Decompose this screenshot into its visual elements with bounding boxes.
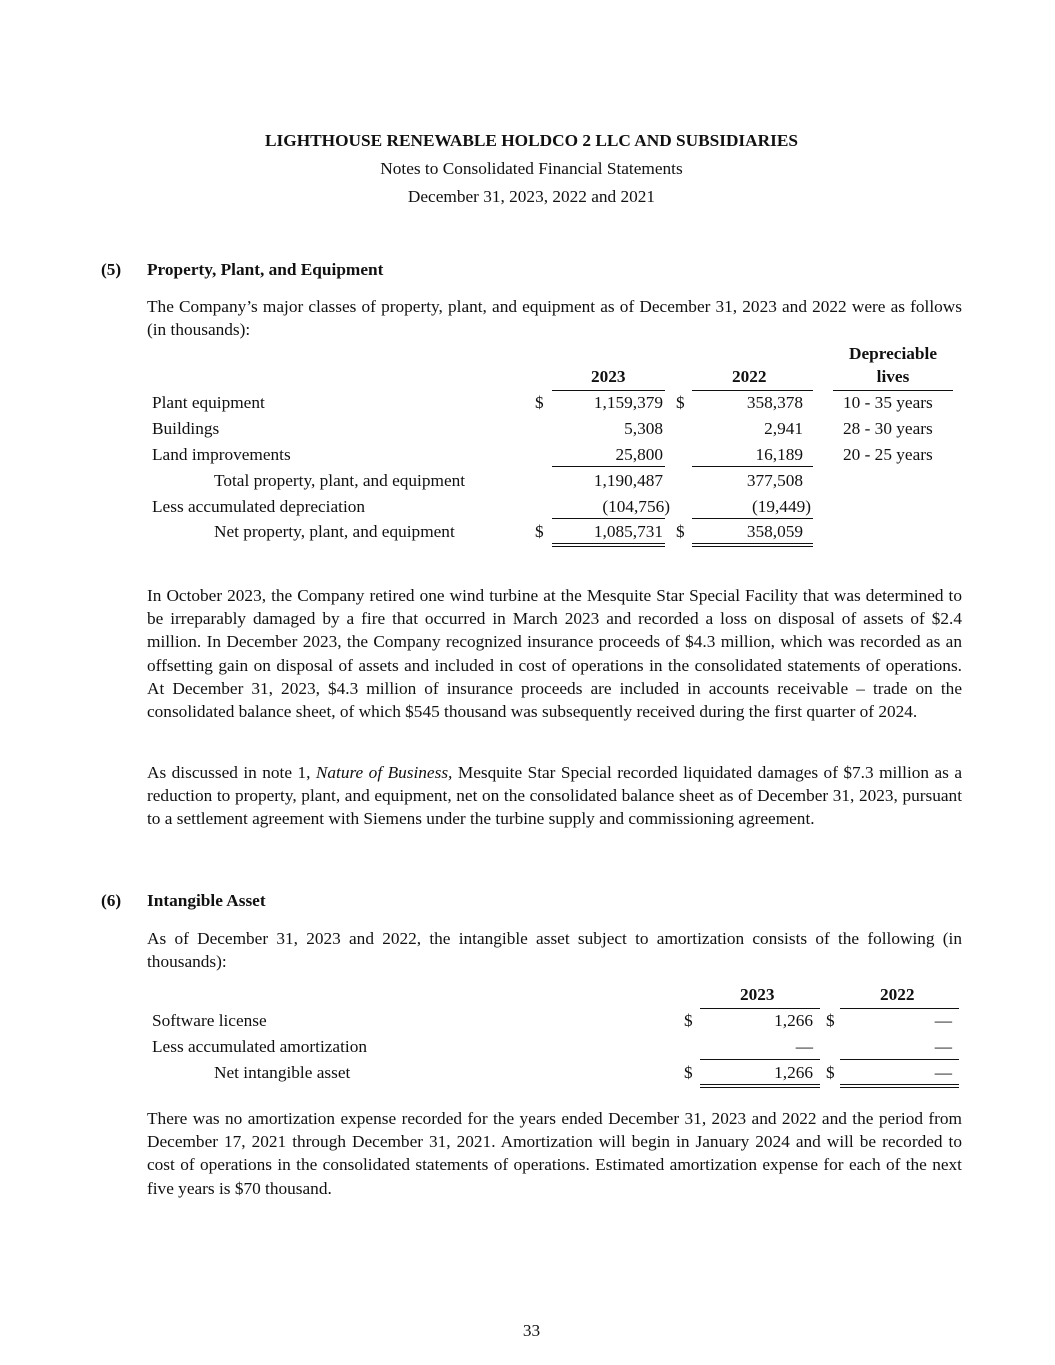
currency-symbol: $	[676, 522, 685, 541]
company-name: LIGHTHOUSE RENEWABLE HOLDCO 2 LLC AND SUBSIDIARIES	[265, 131, 798, 150]
intangible-value-2023: —	[795, 1037, 813, 1056]
currency-symbol: $	[535, 522, 544, 541]
intangible-value-2023: 1,266	[774, 1011, 813, 1030]
para-text: Mesquite Star Special recorded liquidated damages of $7.3 million as a reduction to property, plant, and equipment, net on the consolidated balance sheet as of December 31, 2023, pursuant to a settlement agreement with Siemens under the turbine supply and commissioning agreement.	[147, 763, 962, 829]
ppe-value-2023: 1,159,379	[593, 393, 663, 412]
ppe-row-label: Plant equipment	[152, 393, 265, 412]
total-double-rule	[692, 543, 813, 547]
intangible-value-2023: 1,266	[774, 1063, 813, 1082]
ppe-depreciable-life: 10 - 35 years	[843, 393, 933, 412]
note-6-title: Intangible Asset	[147, 891, 266, 910]
note-reference-italic: Nature of Business,	[315, 763, 453, 782]
document-dates: December 31, 2023, 2022 and 2021	[407, 187, 656, 206]
intangible-row-label: Software license	[152, 1011, 267, 1030]
ppe-row-label: Buildings	[152, 419, 220, 438]
ppe-value-2022: 377,508	[746, 471, 803, 490]
subtotal-rule	[700, 1059, 820, 1060]
rule	[692, 390, 813, 391]
note-5-title: Property, Plant, and Equipment	[147, 260, 384, 279]
subtotal-rule	[552, 518, 665, 519]
intangible-value-2022: —	[934, 1037, 952, 1056]
note-6-paragraph-1: There was no amortization expense recorded for the years ended December 31, 2023 and 2022 and the period from December 17, 2021 through December 31, 2021. Amortization will begin in January 2024 and will be recorded to cost of operations in the consolidated statements of operations. Estimated amortization expense for each of the next five years is $70 thousand.	[147, 1109, 962, 1198]
ppe-depreciable-life: 28 - 30 years	[843, 419, 933, 438]
currency-symbol: $	[826, 1011, 835, 1030]
note-5-paragraph-2	[147, 761, 962, 831]
intangible-value-2022: —	[934, 1063, 952, 1082]
ppe-value-2022: 2,941	[764, 419, 803, 438]
note-5-paragraph-1: In October 2023, the Company retired one wind turbine at the Mesquite Star Special Facility that was determined to be irreparably damaged by a fire that occurred in March 2023 and recorded a loss on disposal of assets of $2.4 million. In December 2023, the Company recognized insurance proceeds of $4.3 million, which was recorded as an offsetting gain on disposal of assets and included in cost of operations in the consolidated statements of operations. At December 31, 2023, $4.3 million of insurance proceeds are included in accounts receivable – trade on the consolidated balance sheet, of which $545 thousand was subsequently received during the first quarter of 2024.	[147, 586, 962, 722]
note-6-number: (6)	[101, 891, 122, 910]
ppe-value-2023: (104,756)	[602, 497, 670, 516]
intangible-header-2023: 2023	[740, 985, 775, 1004]
ppe-value-2022: 358,378	[746, 393, 803, 412]
ppe-value-2023: 1,085,731	[593, 522, 663, 541]
ppe-header-2022: 2022	[732, 367, 767, 386]
ppe-value-2022: 358,059	[746, 522, 803, 541]
ppe-header-lives-2: lives	[876, 367, 910, 386]
currency-symbol: $	[684, 1011, 693, 1030]
subtotal-rule	[840, 1059, 959, 1060]
ppe-row-label: Land improvements	[152, 445, 291, 464]
note-6-intro: As of December 31, 2023 and 2022, the intangible asset subject to amortization consists of the following (in thousands):	[147, 929, 962, 972]
ppe-value-2023: 25,800	[615, 445, 663, 464]
currency-symbol: $	[684, 1063, 693, 1082]
rule	[700, 1008, 820, 1009]
subtotal-rule	[552, 466, 665, 467]
total-double-rule	[700, 1084, 820, 1088]
currency-symbol: $	[535, 393, 544, 412]
currency-symbol: $	[676, 393, 685, 412]
document-subtitle: Notes to Consolidated Financial Statements	[380, 159, 683, 178]
ppe-row-label: Total property, plant, and equipment	[214, 471, 466, 490]
currency-symbol: $	[826, 1063, 835, 1082]
total-double-rule	[840, 1084, 959, 1088]
subtotal-rule	[692, 466, 813, 467]
intangible-value-2022: —	[934, 1011, 952, 1030]
intangible-row-label: Less accumulated amortization	[152, 1037, 367, 1056]
ppe-value-2022: 16,189	[755, 445, 803, 464]
para-text: As discussed in note 1,	[147, 763, 316, 782]
note-5-intro: The Company’s major classes of property, plant, and equipment as of December 31, 2023 and 2022 were as follows (in thousands):	[147, 297, 962, 340]
ppe-value-2023: 1,190,487	[593, 471, 663, 490]
ppe-header-lives-1: Depreciable	[849, 344, 937, 363]
rule	[833, 390, 953, 391]
total-double-rule	[552, 543, 665, 547]
subtotal-rule	[692, 518, 813, 519]
ppe-depreciable-life: 20 - 25 years	[843, 445, 933, 464]
ppe-row-label: Less accumulated depreciation	[152, 497, 366, 516]
intangible-header-2022: 2022	[880, 985, 915, 1004]
note-5-number: (5)	[101, 260, 122, 279]
page-number: 33	[522, 1321, 541, 1340]
rule	[840, 1008, 959, 1009]
ppe-value-2022: (19,449)	[751, 497, 811, 516]
ppe-header-2023: 2023	[591, 367, 626, 386]
ppe-value-2023: 5,308	[624, 419, 663, 438]
ppe-row-label: Net property, plant, and equipment	[214, 522, 455, 541]
intangible-row-label: Net intangible asset	[214, 1063, 351, 1082]
rule	[552, 390, 665, 391]
